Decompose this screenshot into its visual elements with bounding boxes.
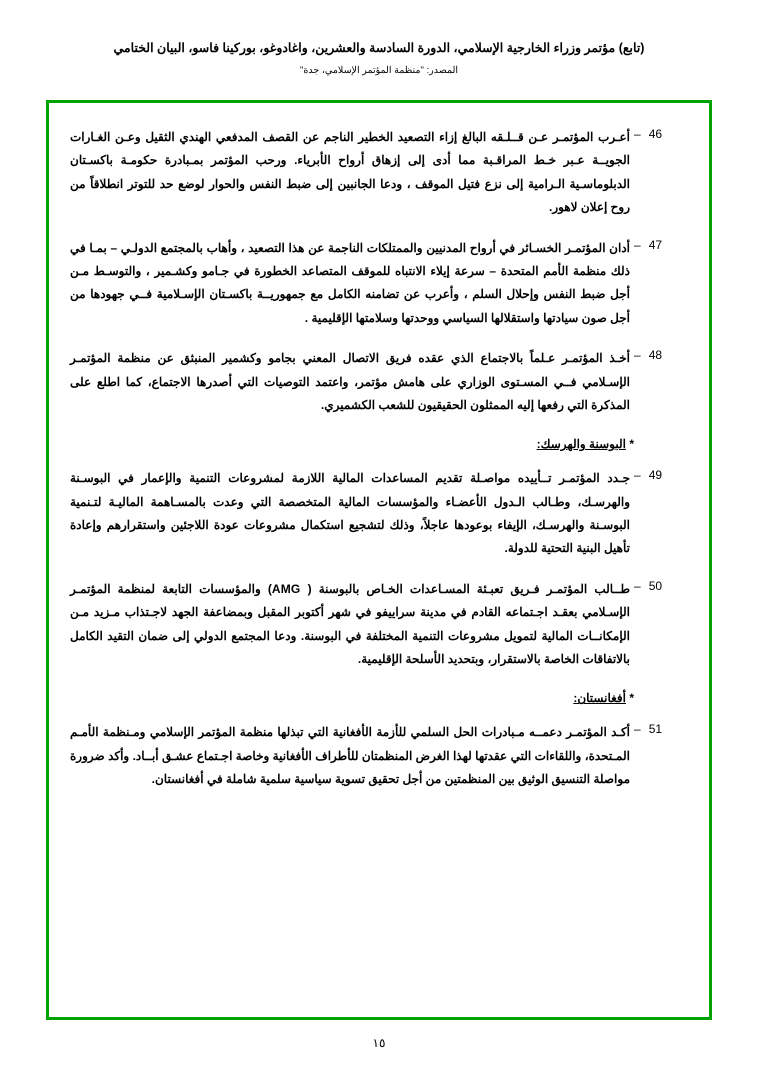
paragraph-number-value: 48 bbox=[648, 348, 663, 363]
paragraph-dash: – bbox=[634, 237, 641, 252]
section-heading-afghanistan bbox=[70, 691, 688, 705]
paragraph-text: أخـذ المؤتمـر عـلماً بالاجتماع الذي عقده فريق الاتصال المعني بجامو وكشمير المنبثق عن منظمة المؤتمـر الإسـلامي فــي المسـتوى الوزاري على هامش مؤتمر، واعتمد التوصيات التي أصدرها الاجتماع، كما اطلع على المذكرة التي رفعها إليه الممثلون الحقيقيون للشعب الكشميري. bbox=[70, 351, 630, 412]
section-heading-label: أفغانستان: bbox=[573, 691, 626, 706]
document-body bbox=[70, 126, 688, 809]
paragraph-number bbox=[630, 347, 688, 362]
paragraph-number bbox=[630, 721, 688, 736]
paragraph-number-value: 49 bbox=[648, 468, 663, 483]
numbered-paragraph bbox=[70, 126, 688, 220]
paragraph-dash: – bbox=[634, 578, 641, 593]
paragraph-dash: – bbox=[634, 468, 641, 483]
paragraph-dash: – bbox=[634, 127, 641, 141]
paragraph-number-value: 46 bbox=[648, 127, 663, 141]
paragraph-text: أعـرب المؤتمـر عـن قــلـقه البالغ إزاء التصعيد الخطير الناجم عن القصف المدفعي الهندي الثقيل وعـن الغـارات الجويــة عـبر خـط المراقـبة مما أدى إلى إزهاق أرواح الأبرياء. ورحب المؤتمر بمـبادرة حكومـة باكسـتان الدبلوماسـية الـرامية إلى نزع فتيل الموقف ، ودعا الجانبين إلى ضبط النفس والحوار لوضع حد للتوتر انطلاقاً من روح إعلان لاهور. bbox=[70, 130, 630, 215]
paragraph-text: أكـد المؤتمـر دعمــه مـبادرات الحل السلمي للأزمة الأفغانية التي تبذلها منظمة المؤتمر الإسلامي ومـنظمة الأمـم المـتحدة، واللقاءات التي عقدتها لهذا الغرض المنظمتان للأطراف الأفغانية وخاصة اجـتماع عشـق أبــاد. وأكد ضرورة مواصلة التنسيق الوثيق بين المنظمتين من أجل تحقيق تسوية سياسية سلمية شاملة في أفغانستان. bbox=[70, 725, 630, 787]
header-title: (تابع) مؤتمر وزراء الخارجية الإسلامي، الدورة السادسة والعشرين، واغادوغو، بوركينا فاسو، البيان الختامي bbox=[113, 41, 645, 55]
page-header bbox=[0, 40, 758, 76]
paragraph-dash: – bbox=[634, 348, 641, 363]
paragraph-number bbox=[630, 237, 688, 252]
paragraph-number bbox=[630, 467, 688, 482]
paragraph-number bbox=[630, 126, 688, 141]
paragraph-number-value: 50 bbox=[648, 578, 663, 593]
numbered-paragraph bbox=[70, 721, 688, 791]
section-bullet: * bbox=[629, 437, 634, 452]
section-bullet: * bbox=[629, 691, 634, 706]
section-heading-label: البوسنة والهرسك: bbox=[536, 437, 626, 452]
paragraph-text: جـدد المؤتمـر تــأييده مواصـلة تقديم المساعدات المالية اللازمة لمشروعات التنمية والإعمار في البوسـنة والهرسـك، وطـالب الـدول الأعضـاء والمؤسسات المالية المتخصصة التي وعدت بالمسـاهمة الماليـة لتـنمية البوسـنة والهرسـك، الإيفاء بوعودها عاجلاً، وذلك لتشجيع استكمال مشروعات عودة اللاجئين واستقرارهم وإعادة تأهيل البنية التحتية للدولة. bbox=[70, 471, 630, 556]
paragraph-number bbox=[630, 578, 688, 593]
header-source: المصدر: "منظمة المؤتمر الإسلامي، جدة" bbox=[299, 64, 459, 76]
paragraph-text: طــالب المؤتمـر فـريق تعبـئة المسـاعدات الخـاص بالبوسنة ( AMG) والمؤسسات التابعة لمنظمة المؤتمـر الإسـلامي بعقـد اجـتماعه القادم في مدينة سراييفو في شهر أكتوبر المقبل وبمضاعفة الجهد لاجـتذاب مـزيد مـن الإمكانــات المالية لتمويل مشروعات التنمية المختلفة في البوسنة. ودعا المجتمع الدولي إلى ضمان التقيد الكامل بالاتفاقات الخاصة بالاستقرار، وبتحديد الأسلحة الإقليمية. bbox=[70, 581, 630, 667]
paragraph-number-value: 51 bbox=[648, 722, 663, 737]
page-number: ١٥ bbox=[372, 1036, 386, 1050]
section-heading-bosnia bbox=[70, 437, 688, 451]
numbered-paragraph bbox=[70, 237, 688, 331]
paragraph-number-value: 47 bbox=[648, 237, 663, 252]
paragraph-dash: – bbox=[634, 722, 641, 737]
paragraph-text: أدان المؤتمـر الخسـائر في أرواح المدنيين والممتلكات الناجمة عن هذا التصعيد ، وأهاب بالمجتمع الدولـي – بمـا في ذلك منظمة الأمم المتحدة – سرعة إيلاء الانتباه للموقف المتصاعد الخطورة في جـامو وكشـمير ، والتوسـط مـن أجل ضبط النفس وإحلال السلم ، وأعرب عن تضامنه الكامل مع جمهوريــة باكسـتان الإسـلامية فــي جهودها من أجل صون سيادتها واستقلالها السياسي ووحدتها وسلامتها الإقليمية . bbox=[70, 240, 630, 325]
numbered-paragraph bbox=[70, 347, 688, 417]
numbered-paragraph bbox=[70, 578, 688, 672]
numbered-paragraph bbox=[70, 467, 688, 561]
